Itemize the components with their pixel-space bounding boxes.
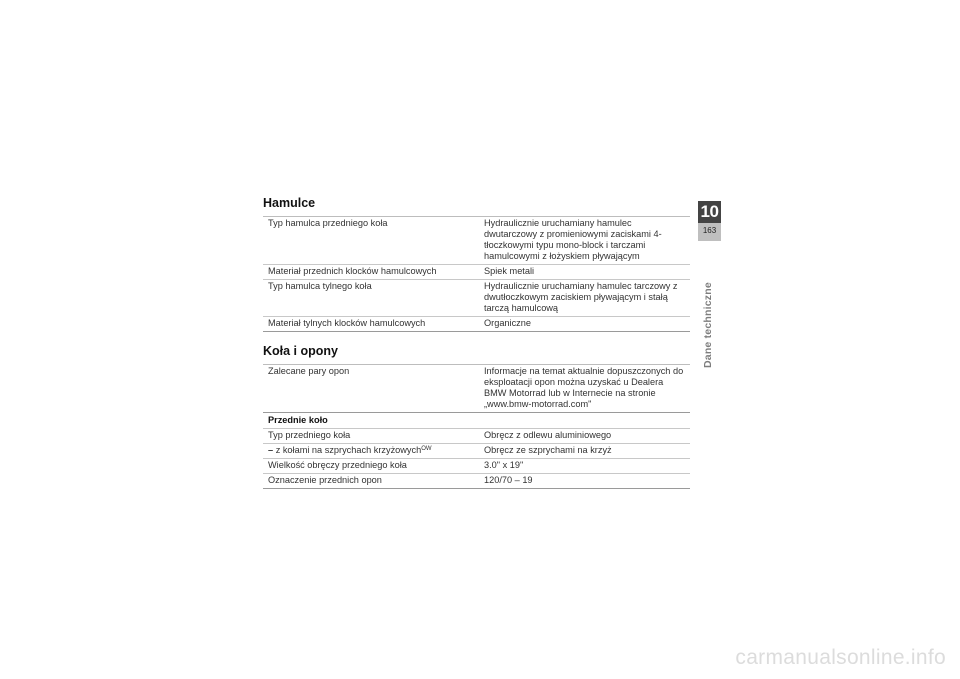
table-row — [263, 429, 690, 444]
wheels-table — [263, 365, 690, 489]
table-row — [263, 265, 690, 280]
table-row — [263, 474, 690, 489]
spec-value: 3.0" x 19" — [481, 459, 690, 474]
front-wheel-header: Przednie koło — [263, 413, 690, 429]
chapter-side-title: Dane techniczne — [702, 282, 714, 368]
section-title-wheels: Koła i opony — [263, 344, 690, 365]
brakes-table — [263, 217, 690, 332]
spoke-label: z kołami na szprychach krzyżowych — [275, 445, 422, 455]
spec-label: Typ hamulca tylnego koła — [263, 280, 481, 317]
spec-label — [263, 444, 481, 459]
table-row — [263, 444, 690, 459]
spec-value: 120/70 – 19 — [481, 474, 690, 489]
spec-value: Organiczne — [481, 317, 690, 332]
watermark: carmanualsonline.info — [735, 646, 946, 669]
spec-value: Informacje na temat aktualnie dopuszczonych do eksploatacji opon można uzyskać u Dealera BMW Motorrad lub w Internecie na stronie „www.bmw-motorrad.com" — [481, 365, 690, 413]
spec-label: Typ hamulca przedniego koła — [263, 217, 481, 265]
table-row — [263, 365, 690, 413]
spec-value: Obręcz ze szprychami na krzyż — [481, 444, 690, 459]
dash-marker: – — [268, 445, 274, 455]
spec-label: Wielkość obręczy przedniego koła — [263, 459, 481, 474]
section-title-brakes: Hamulce — [263, 196, 690, 217]
spec-label: Oznaczenie przednich opon — [263, 474, 481, 489]
table-row — [263, 317, 690, 332]
spec-value: Hydraulicznie uruchamiany hamulec tarczowy z dwutłoczkowym zaciskiem pływającym i stałą tarczą hamulcową — [481, 280, 690, 317]
spec-label: Zalecane pary opon — [263, 365, 481, 413]
chapter-number: 10 — [700, 202, 719, 221]
option-superscript: OW — [421, 446, 432, 452]
spec-label: Materiał przednich klocków hamulcowych — [263, 265, 481, 280]
table-row — [263, 459, 690, 474]
page-number: 163 — [702, 226, 717, 235]
spec-label: Typ przedniego koła — [263, 429, 481, 444]
table-row — [263, 217, 690, 265]
spec-value: Obręcz z odlewu aluminiowego — [481, 429, 690, 444]
chapter-tab — [698, 201, 721, 241]
spec-value: Hydraulicznie uruchamiany hamulec dwutarczowy z promieniowymi zaciskami 4-tłoczkowymi typu mono-block i tarczami hamulcowymi z łożyskiem pływającym — [481, 217, 690, 265]
spec-value: Spiek metali — [481, 265, 690, 280]
spec-label: Materiał tylnych klocków hamulcowych — [263, 317, 481, 332]
subsection-header — [263, 413, 690, 429]
spec-content — [263, 196, 690, 489]
table-row — [263, 280, 690, 317]
